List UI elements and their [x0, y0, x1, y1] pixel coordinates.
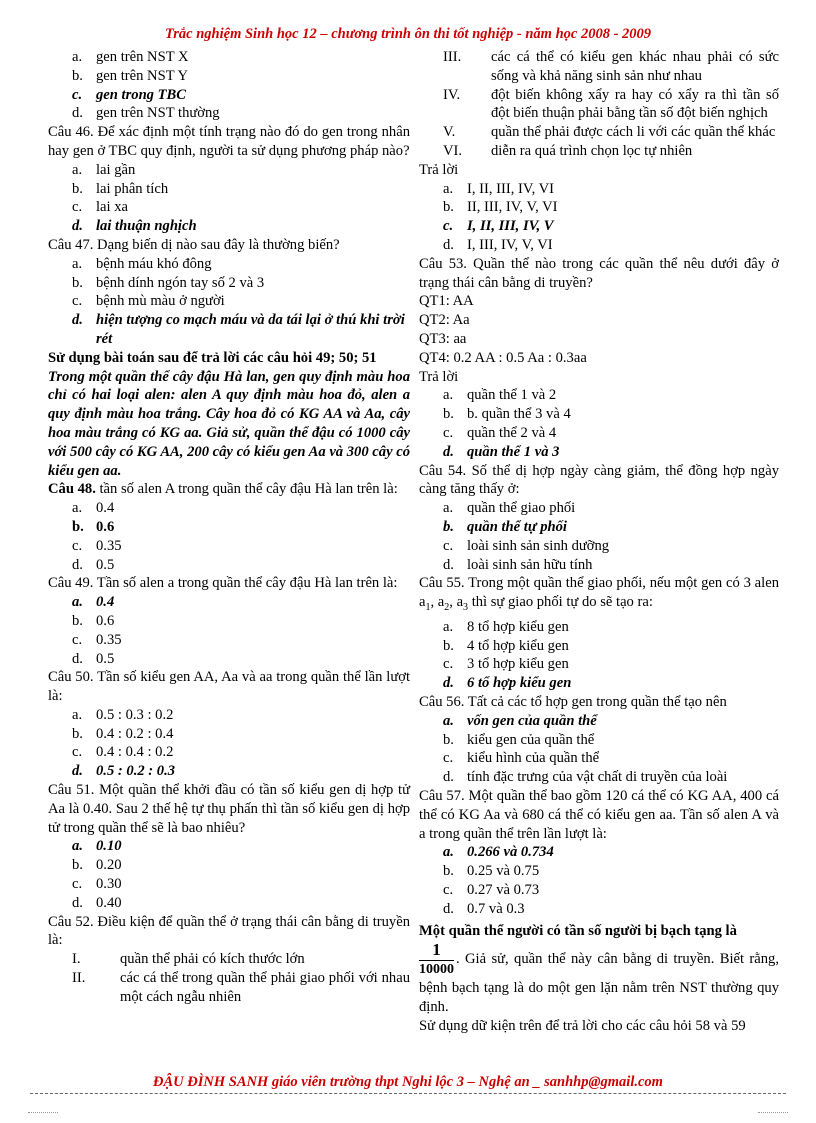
q56-option-c: c. kiểu hình của quần thể [443, 750, 600, 767]
q47-option-d: d. hiện tượng co mạch máu và da tái lại ở thú khi trời rét [72, 312, 405, 347]
q49-question: Câu 49. Tần số alen a trong quần thể cây đậu Hà lan trên là: [48, 575, 398, 592]
q51-question: Câu 51. Một quần thể khởi đầu có tần số kiểu gen dị hợp tử Aa là 0.40. Sau 2 thế hệ tự thụ phấn thì tần số kiểu gen dị hợp tử trong quần thể sẽ là bao nhiêu? [48, 782, 410, 836]
q56-option-d: d. tính đặc trưng của vật chất di truyền của loài [443, 769, 728, 786]
q45-option-c: c. gen trong TBC [72, 86, 187, 103]
instruction-58-59: Sử dụng dữ kiện trên để trả lời cho các câu hỏi 58 và 59 [419, 1017, 746, 1034]
q54-option-c: c. loài sinh sản sinh dưỡng [443, 537, 610, 554]
q55-option-a: a. 8 tổ hợp kiểu gen [443, 618, 569, 635]
instruction-49-51: Sử dụng bài toán sau để trả lời các câu hỏi 49; 50; 51 [48, 349, 377, 366]
q50-option-d: d. 0.5 : 0.2 : 0.3 [72, 763, 176, 780]
q53-option-c: c. quần thể 2 và 4 [443, 424, 557, 441]
q55-option-d: d. 6 tổ hợp kiểu gen [443, 675, 572, 692]
albinism-problem: $\frac{1}{10000}$ . Giả sử, quần thể này cân bằng di truyền. Biết rằng, bệnh bạch tạng là do một gen lặn nằm trên NST thường quy định. [419, 940, 779, 1016]
q53-option-d: d. quần thể 1 và 3 [443, 443, 560, 460]
q52-option-a: a. I, II, III, IV, VI [443, 180, 554, 197]
q47-option-a: a. bệnh máu khó đông [72, 255, 212, 272]
q47-option-c: c. bệnh mù màu ở người [72, 293, 225, 310]
q50-option-a: a. 0.5 : 0.3 : 0.2 [72, 706, 174, 723]
problem-statement: Trong một quần thể cây đậu Hà lan, gen quy định màu hoa chỉ có hai loại alen: alen A quy định màu hoa đỏ, alen a quy định màu hoa trắng. Cây hoa đỏ có KG AA và Aa, cây hoa màu trắng có KG aa. Giả sử, quần thể đậu có 1000 cây với 500 cây có KG AA, 200 cây có kiểu gen Aa và 300 cây có kiểu gen aa. [48, 368, 410, 479]
q55-question: Câu 55. Trong một quần thể giao phối, nếu một gen có 3 alen $a_1$, $a_2$, $a_3$ thì sự giao phối tự do sẽ tạo ra: [419, 575, 779, 614]
q45-option-b: b. gen trên NST Y [72, 67, 189, 84]
q45-option-a: a. gen trên NST X [72, 49, 189, 65]
q45-option-d: d. gen trên NST thường [72, 105, 220, 122]
q56-option-a: a. vốn gen của quần thể [443, 712, 597, 729]
q48-question: Câu 48. tần số alen A trong quần thể cây đậu Hà lan trên là: [48, 481, 398, 498]
qt3-line: QT3: aa [419, 330, 467, 347]
q48-option-d: d. 0.5 [72, 556, 115, 573]
q48-option-a: a. 0.4 [72, 500, 115, 517]
q54-question: Câu 54. Số thể dị hợp ngày càng giảm, thể đồng hợp ngày càng tăng thấy ở: [419, 462, 779, 498]
q53-option-b: b. b. quần thể 3 và 4 [443, 406, 571, 423]
q57-option-c: c. 0.27 và 0.73 [443, 881, 540, 898]
q46-option-b: b. lai phân tích [72, 180, 169, 197]
q54-option-d: d. loài sinh sản hữu tính [443, 556, 593, 573]
q52-condition-6: VI. diễn ra quá trình chọn lọc tự nhiên [443, 142, 693, 159]
q49-option-b: b. 0.6 [72, 612, 115, 629]
q51-option-d: d. 0.40 [72, 894, 122, 911]
q54-option-a: a. quần thể giao phối [443, 500, 576, 517]
corner-mark-left [28, 1112, 58, 1113]
corner-mark-right [758, 1112, 788, 1113]
footer-divider [30, 1093, 786, 1094]
q48-option-b: b. 0.6 [72, 518, 115, 535]
qt1-line: QT1: AA [419, 293, 474, 310]
q56-option-b: b. kiểu gen của quần thể [443, 731, 595, 748]
q53-question: Câu 53. Quần thể nào trong các quần thể nêu dưới đây ở trạng thái cân bằng di truyền? [419, 255, 779, 291]
q52-option-b: b. II, III, IV, V, VI [443, 199, 558, 216]
fraction: $\frac{1}{10000}$ [419, 940, 454, 978]
q50-question: Câu 50. Tần số kiểu gen AA, Aa và aa trong quần thể lần lượt là: [48, 669, 410, 705]
q46-option-c: c. lai xa [72, 199, 129, 216]
q47-question: Câu 47. Dạng biến dị nào sau đây là thường biến? [48, 236, 340, 253]
q57-question: Câu 57. Một quần thể bao gồm 120 cá thể có KG AA, 400 cá thể có KG Aa và 680 cá thể có kiểu gen aa. Tần số alen A và a trong quần thể trên lần lượt là: [419, 787, 779, 842]
q52-question: Câu 52. Điều kiện để quần thể ở trạng thái cân bằng di truyền là: [48, 913, 410, 949]
q52-condition-3: III. các cá thể có kiểu gen khác nhau phải có sức sống và khả năng sinh sản như nhau [443, 49, 779, 84]
q53-option-a: a. quần thể 1 và 2 [443, 387, 557, 404]
q49-option-d: d. 0.5 [72, 650, 115, 667]
qt4-line: QT4: 0.2 AA : 0.5 Aa : 0.3aa [419, 349, 587, 366]
q46-option-d: d. lai thuận nghịch [72, 218, 197, 235]
answer-label-2: Trả lời [419, 368, 459, 385]
q46-option-a: a. lai gần [72, 161, 136, 178]
q52-condition-5: V. quần thể phải được cách li với các quần thể khác [443, 124, 776, 141]
albinism-intro: Một quần thể người có tần số người bị bạch tạng là [419, 922, 737, 939]
q52-condition-4: IV. đột biến không xẩy ra hay có xẩy ra thì tần số đột biến thuận phải bằng tần số đột biến nghịch [443, 86, 779, 122]
page-header: Trắc nghiệm Sinh học 12 – chương trình ôn thi tốt nghiệp - năm học 2008 - 2009 [164, 26, 652, 42]
q56-question: Câu 56. Tất cả các tổ hợp gen trong quần thể tạo nên [419, 694, 727, 710]
q52-condition-1: I. quần thể phải có kích thước lớn [72, 951, 305, 968]
q51-option-b: b. 0.20 [72, 857, 122, 874]
q48-option-c: c. 0.35 [72, 537, 122, 554]
q57-option-d: d. 0.7 và 0.3 [443, 900, 525, 917]
q57-option-b: b. 0.25 và 0.75 [443, 863, 540, 880]
q50-option-b: b. 0.4 : 0.2 : 0.4 [72, 725, 174, 742]
q51-option-a: a. 0.10 [72, 838, 122, 855]
q52-condition-2: II. các cá thể trong quần thể phải giao phối với nhau một cách ngẫu nhiên [72, 970, 410, 1005]
q49-option-a: a. 0.4 [72, 594, 115, 611]
q52-option-c: c. I, II, III, IV, V [443, 218, 554, 235]
q47-option-b: b. bệnh dính ngón tay số 2 và 3 [72, 274, 265, 291]
q52-option-d: d. I, III, IV, V, VI [443, 236, 553, 253]
q54-option-b: b. quần thể tự phối [443, 518, 567, 535]
q55-option-c: c. 3 tổ hợp kiểu gen [443, 656, 569, 673]
right-column [419, 48, 779, 1036]
q50-option-c: c. 0.4 : 0.4 : 0.2 [72, 744, 174, 761]
q46-question: Câu 46. Để xác định một tính trạng nào đó do gen trong nhân hay gen ở TBC quy định, người ta sử dụng phương pháp nào? [48, 124, 410, 159]
left-column [48, 48, 410, 1007]
answer-label: Trả lời [419, 161, 459, 178]
qt2-line: QT2: Aa [419, 312, 470, 329]
q51-option-c: c. 0.30 [72, 876, 122, 893]
q57-option-a: a. 0.266 và 0.734 [443, 844, 554, 861]
q49-option-c: c. 0.35 [72, 631, 122, 648]
q55-option-b: b. 4 tổ hợp kiểu gen [443, 637, 569, 654]
page-footer: ĐẬU ĐÌNH SANH giáo viên trường thpt Nghi lộc 3 – Nghệ an _ sanhhp@gmail.com [153, 1074, 663, 1090]
